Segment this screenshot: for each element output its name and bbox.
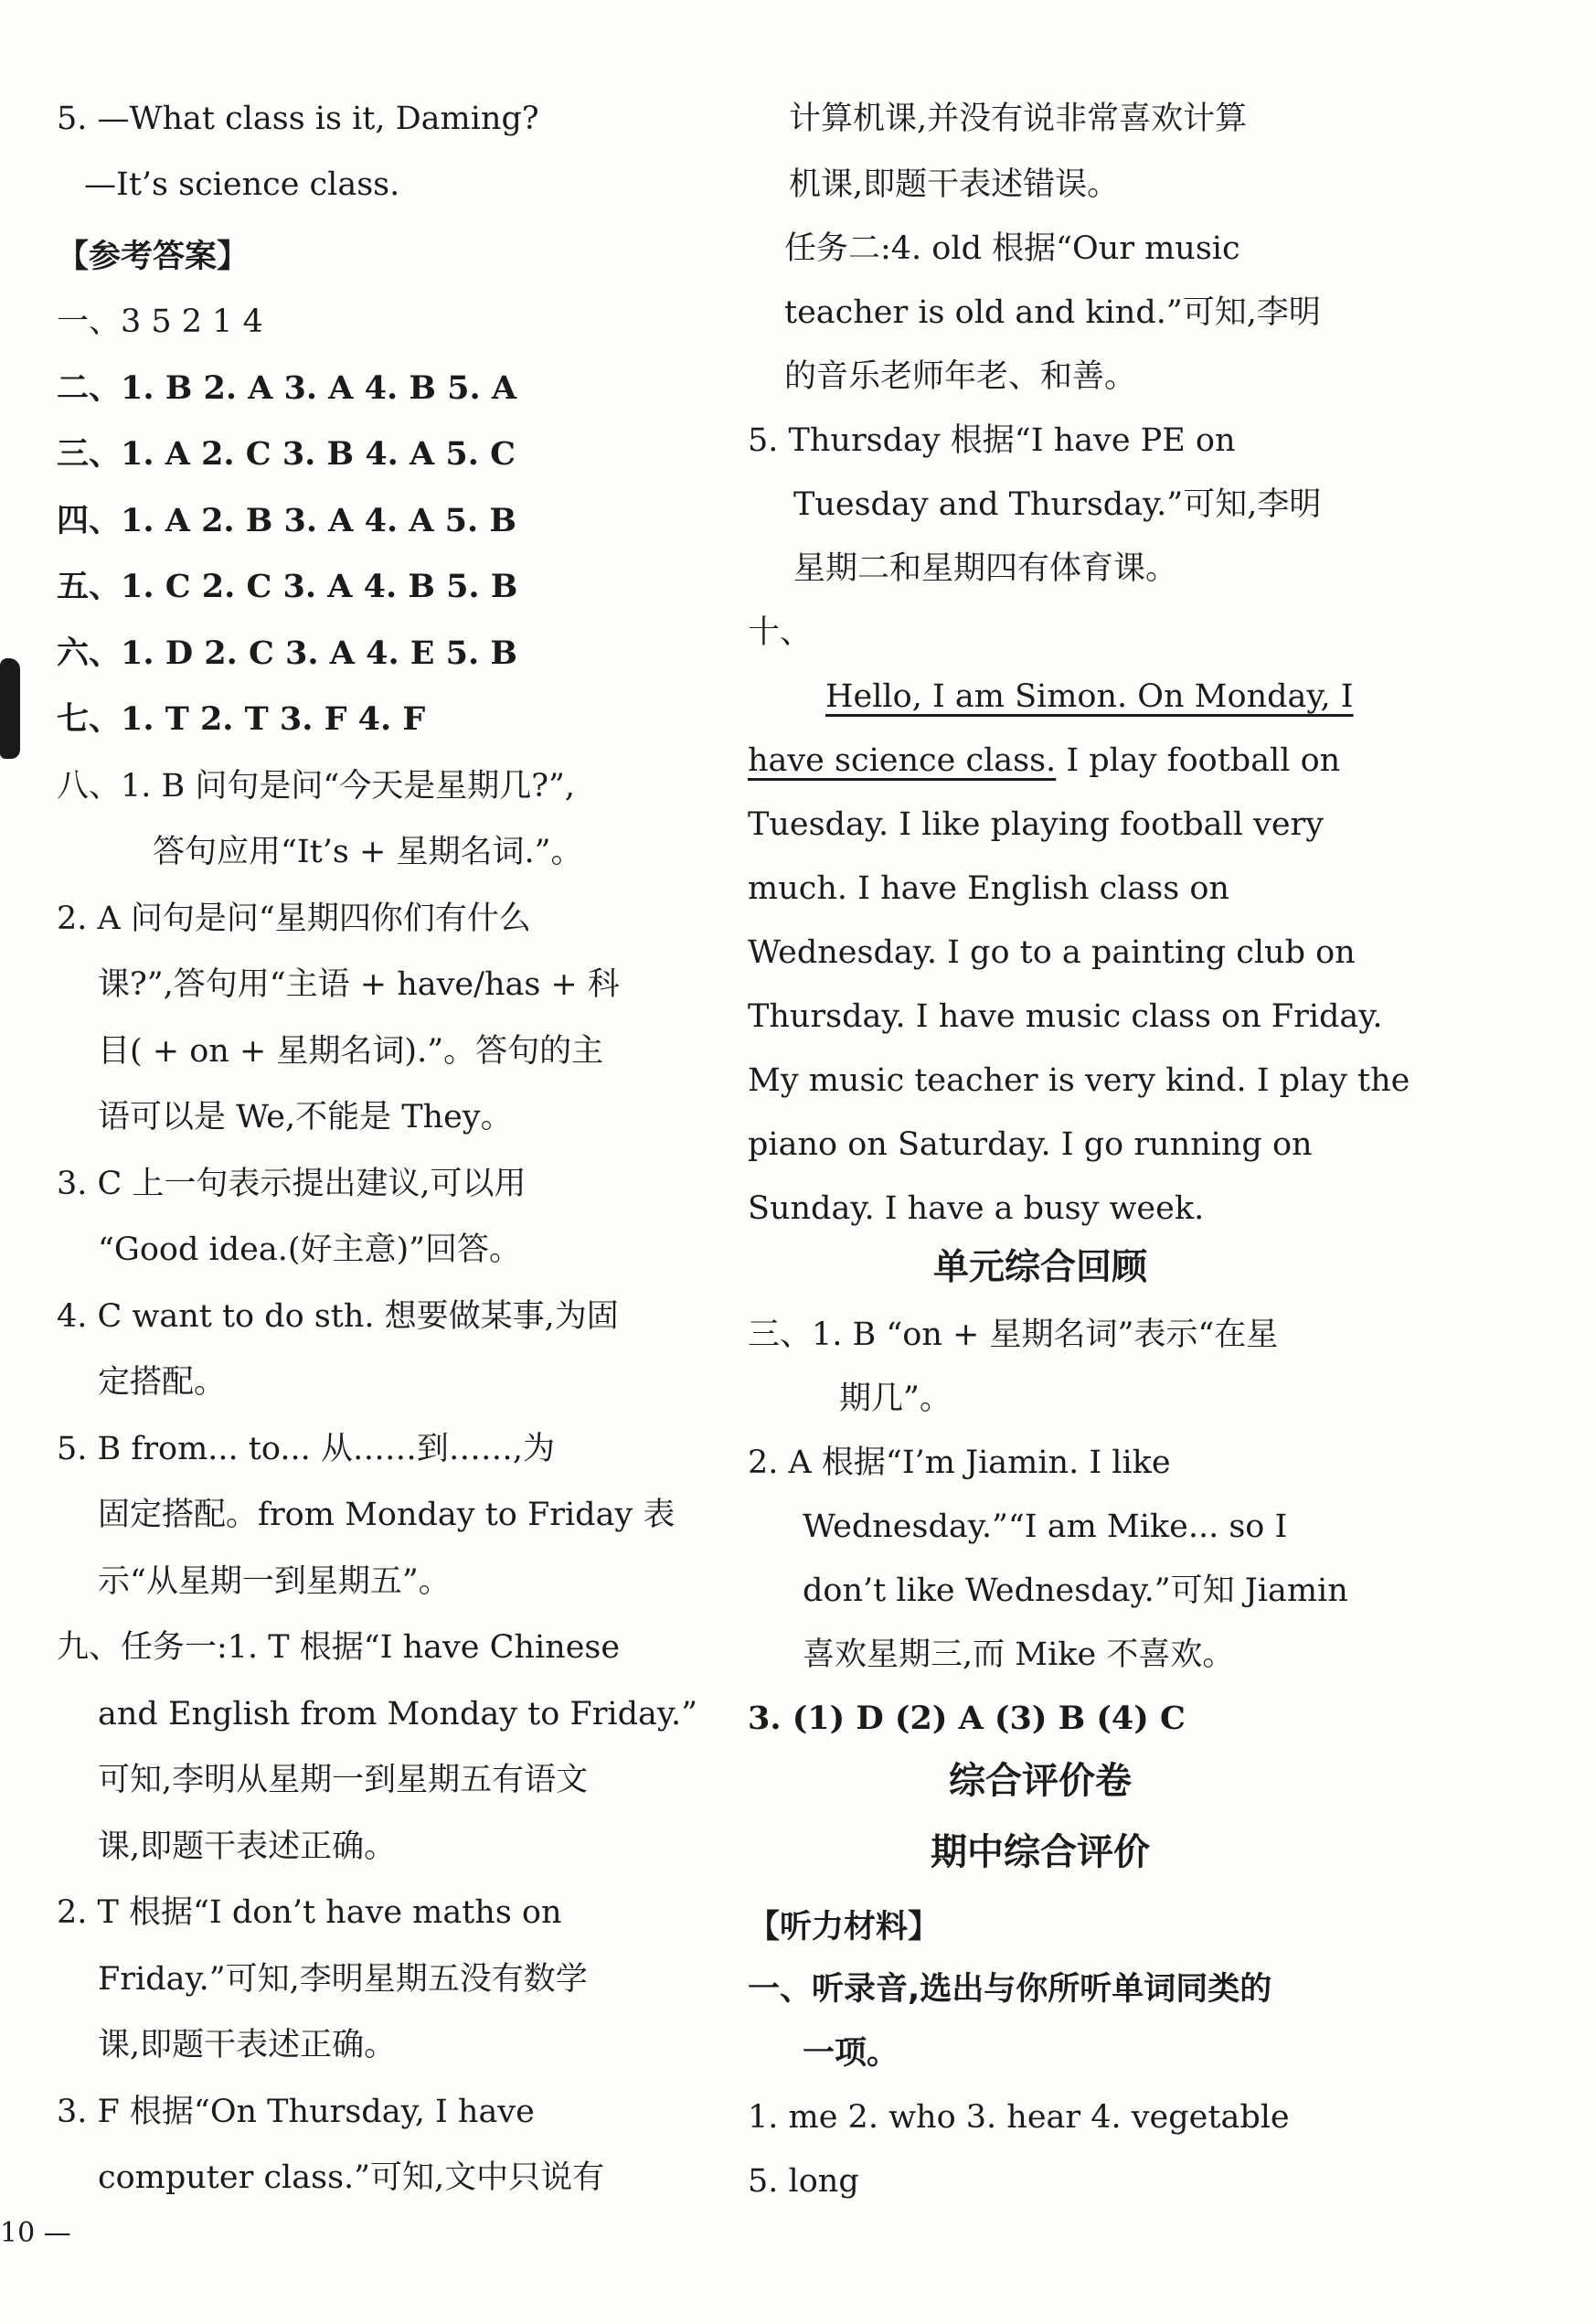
answer-row-1: 一、3 5 2 1 4 <box>57 304 263 340</box>
explanation-9-2a: 2. T 根据“I don’t have maths on <box>57 1894 562 1931</box>
essay-line-9: Sunday. I have a busy week. <box>748 1190 1205 1227</box>
listening-section-1-heading-cont: 一项。 <box>803 2035 899 2072</box>
section-10-label: 十、 <box>748 614 813 651</box>
answer-key-heading: 【参考答案】 <box>57 239 250 275</box>
essay-line-8: piano on Saturday. I go running on <box>748 1126 1313 1163</box>
explanation-9-1c: 可知,李明从星期一到星期五有语文 <box>98 1762 589 1798</box>
explanation-9-3a: 3. F 根据“On Thursday, I have <box>57 2094 535 2130</box>
explanation-task2-5b: Tuesday and Thursday.”可知,李明 <box>793 486 1322 523</box>
explanation-8-3a: 3. C 上一句表示提出建议,可以用 <box>57 1166 527 1202</box>
unit-review-heading: 单元综合回顾 <box>932 1247 1147 1288</box>
assessment-heading: 综合评价卷 <box>949 1760 1132 1802</box>
explanation-8-5a: 5. B from... to... 从……到……,为 <box>57 1431 555 1467</box>
listening-material-heading: 【听力材料】 <box>748 1909 941 1946</box>
answer-row-2: 二、1. B 2. A 3. A 4. B 5. A <box>57 369 516 407</box>
review-3-2a: 2. A 根据“I’m Jiamin. I like <box>748 1445 1171 1481</box>
explanation-8-5b: 固定搭配。from Monday to Friday 表 <box>98 1497 676 1533</box>
explanation-8-2b: 课?”,答句用“主语 + have/has + 科 <box>98 966 620 1003</box>
essay-line-4: much. I have English class on <box>748 870 1229 907</box>
review-3-2b: Wednesday.”“I am Mike... so I <box>803 1508 1288 1545</box>
binding-mark <box>0 658 20 759</box>
essay-line-2 <box>748 738 1340 784</box>
review-3-3: 3. (1) D (2) A (3) B (4) C <box>748 1700 1186 1737</box>
explanation-8-2d: 语可以是 We,不能是 They。 <box>98 1099 513 1135</box>
midterm-heading: 期中综合评价 <box>931 1831 1150 1873</box>
review-3-2d: 喜欢星期三,而 Mike 不喜欢。 <box>803 1636 1235 1673</box>
essay-line-6: Thursday. I have music class on Friday. <box>748 998 1383 1035</box>
listening-words-2: 5. long <box>748 2163 859 2200</box>
explanation-8-3b: “Good idea.(好主意)”回答。 <box>98 1231 522 1268</box>
essay-line-7: My music teacher is very kind. I play the <box>748 1062 1410 1099</box>
explanation-9-3b: computer class.”可知,文中只说有 <box>98 2159 605 2196</box>
review-3-2c: don’t like Wednesday.”可知 Jiamin <box>803 1572 1348 1609</box>
explanation-8-5c: 示“从星期一到星期五”。 <box>98 1563 451 1600</box>
review-3-1a: 三、1. B “on + 星期名词”表示“在星 <box>748 1317 1279 1353</box>
explanation-task2-5a: 5. Thursday 根据“I have PE on <box>748 422 1236 459</box>
explanation-8-2a: 2. A 问句是问“星期四你们有什么 <box>57 901 531 937</box>
explanation-9-1a: 九、任务一:1. T 根据“I have Chinese <box>57 1629 621 1666</box>
explanation-8-1b: 答句应用“It’s + 星期名词.”。 <box>153 834 583 870</box>
essay-line-5: Wednesday. I go to a painting club on <box>748 934 1356 971</box>
listening-line-5a: 5. —What class is it, Daming? <box>57 101 539 137</box>
explanation-9-1b: and English from Monday to Friday.” <box>98 1696 698 1732</box>
explanation-task2-4a: 任务二:4. old 根据“Our music <box>784 230 1240 267</box>
explanation-9-3d: 机课,即题干表述错误。 <box>789 166 1120 203</box>
answer-row-5: 五、1. C 2. C 3. A 4. B 5. B <box>57 568 518 605</box>
explanation-9-1d: 课,即题干表述正确。 <box>98 1828 397 1865</box>
review-3-1b: 期几”。 <box>839 1381 952 1417</box>
answer-row-3: 三、1. A 2. C 3. B 4. A 5. C <box>57 435 516 473</box>
explanation-9-2b: Friday.”可知,李明星期五没有数学 <box>98 1961 588 1998</box>
essay-line-1: Hello, I am Simon. On Monday, I <box>825 678 1354 715</box>
listening-line-5b: —It’s science class. <box>84 166 400 203</box>
explanation-task2-4b: teacher is old and kind.”可知,李明 <box>784 294 1321 331</box>
explanation-8-4b: 定搭配。 <box>98 1364 227 1401</box>
answer-row-7: 七、1. T 2. T 3. F 4. F <box>57 700 426 738</box>
essay-line-2-rest: I play football on <box>1056 742 1341 779</box>
answer-row-6: 六、1. D 2. C 3. A 4. E 5. B <box>57 634 517 672</box>
listening-section-1-heading: 一、听录音,选出与你所听单词同类的 <box>748 1971 1272 2008</box>
explanation-task2-5c: 星期二和星期四有体育课。 <box>793 550 1178 587</box>
explanation-8-4a: 4. C want to do sth. 想要做某事,为固 <box>57 1298 619 1335</box>
explanation-8-2c: 目( + on + 星期名词).”。答句的主 <box>98 1033 604 1070</box>
essay-underlined-sentence: have science class. <box>748 742 1057 779</box>
page-number: 10 — <box>0 2217 71 2249</box>
explanation-9-3c: 计算机课,并没有说非常喜欢计算 <box>789 101 1248 137</box>
explanation-task2-4c: 的音乐老师年老、和善。 <box>784 358 1137 395</box>
explanation-9-2c: 课,即题干表述正确。 <box>98 2027 397 2063</box>
essay-line-3: Tuesday. I like playing football very <box>748 806 1325 843</box>
listening-words-1: 1. me 2. who 3. hear 4. vegetable <box>748 2099 1290 2136</box>
answer-row-4: 四、1. A 2. B 3. A 4. A 5. B <box>57 502 516 539</box>
explanation-8-1a: 八、1. B 问句是问“今天是星期几?”, <box>57 768 576 805</box>
